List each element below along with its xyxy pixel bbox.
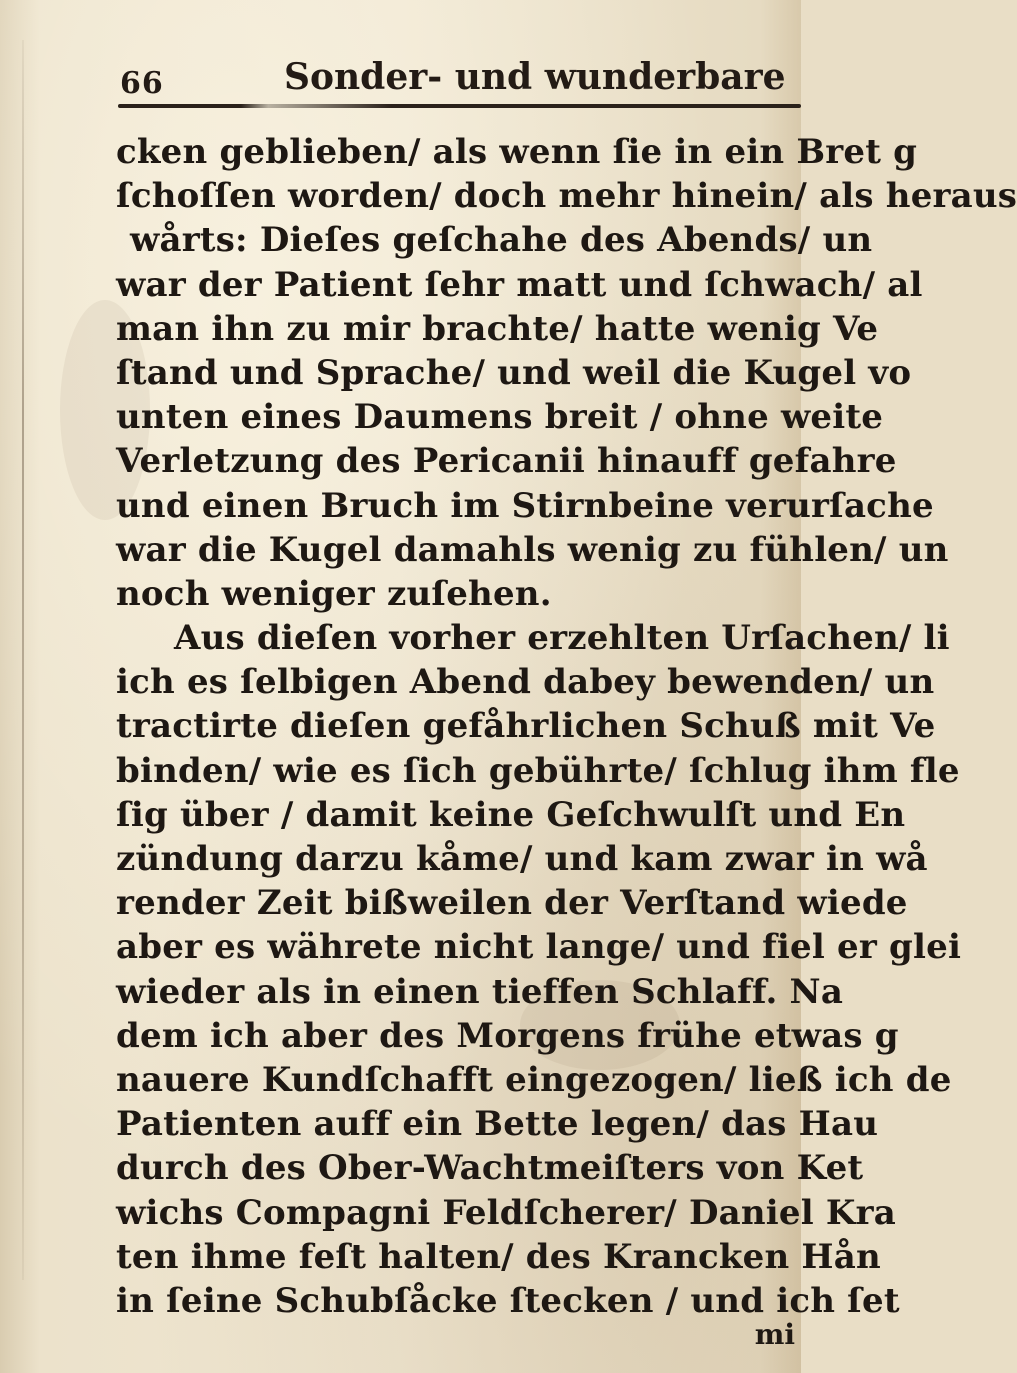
running-title: Sonder- und wunderbare [284, 56, 786, 98]
text-line: durch des Ober-Wachtmeiſters von Ket [116, 1148, 864, 1189]
text-line: zündung darzu kåme/ und kam zwar in wå [116, 839, 928, 879]
page-header [0, 52, 801, 112]
text-line: wichs Compagni Feldſcherer/ Daniel Kra [116, 1192, 896, 1233]
page-number: 66 [120, 66, 164, 101]
text-line: binden/ wie es ſich gebührte/ ſchlug ihm fle [116, 750, 960, 791]
text-line: war die Kugel damahls wenig zu fühlen/ un [116, 529, 949, 570]
text-line: Verletzung des Pericanii hinauff gefahre [116, 441, 897, 482]
text-line: ſig über / damit keine Geſchwulſt und En [116, 794, 906, 835]
text-line: unten eines Daumens breit / ohne weite [116, 397, 884, 438]
text-line: noch weniger zuſehen. [116, 573, 552, 614]
text-line: in ſeine Schubſåcke ſtecken / und ich ſet [116, 1280, 900, 1321]
catchword: mi [754, 1318, 795, 1351]
text-line: ſchoſſen worden/ doch mehr hinein/ als heraus [116, 176, 1017, 217]
text-line: war der Patient ſehr matt und ſchwach/ al [116, 264, 923, 305]
text-line: man ihn zu mir brachte/ hatte wenig Ve [116, 308, 879, 349]
text-line: aber es währete nicht lange/ und fiel er glei [116, 927, 962, 968]
page-edge-shadow [22, 40, 24, 1280]
text-line: nauere Kundſchafft eingezogen/ ließ ich de [116, 1059, 952, 1100]
paragraph-start-line: Aus dieſen vorher erzehlten Urſachen/ li [174, 618, 950, 659]
text-line: ten ihme feſt halten/ des Krancken Hån [116, 1236, 881, 1277]
body-text [116, 130, 1017, 1323]
header-rule [118, 104, 801, 108]
text-line: Patienten auff ein Bette legen/ das Hau [116, 1104, 879, 1145]
text-line: dem ich aber des Morgens frühe etwas g [116, 1015, 899, 1056]
text-line: cken geblieben/ als wenn ſie in ein Bret g [116, 132, 918, 172]
text-line: tractirte dieſen gefåhrlichen Schuß mit Ve [116, 706, 936, 747]
text-line: wårts: Dieſes geſchahe des Abends/ un [130, 220, 873, 261]
text-line: ich es ſelbigen Abend dabey bewenden/ un [116, 662, 935, 703]
text-line: ſtand und Sprache/ und weil die Kugel vo [116, 352, 912, 393]
text-line: render Zeit bißweilen der Verſtand wiede [116, 883, 908, 924]
text-line: wieder als in einen tieffen Schlaff. Na [116, 971, 844, 1012]
text-line: und einen Bruch im Stirnbeine verurſache [116, 485, 934, 526]
